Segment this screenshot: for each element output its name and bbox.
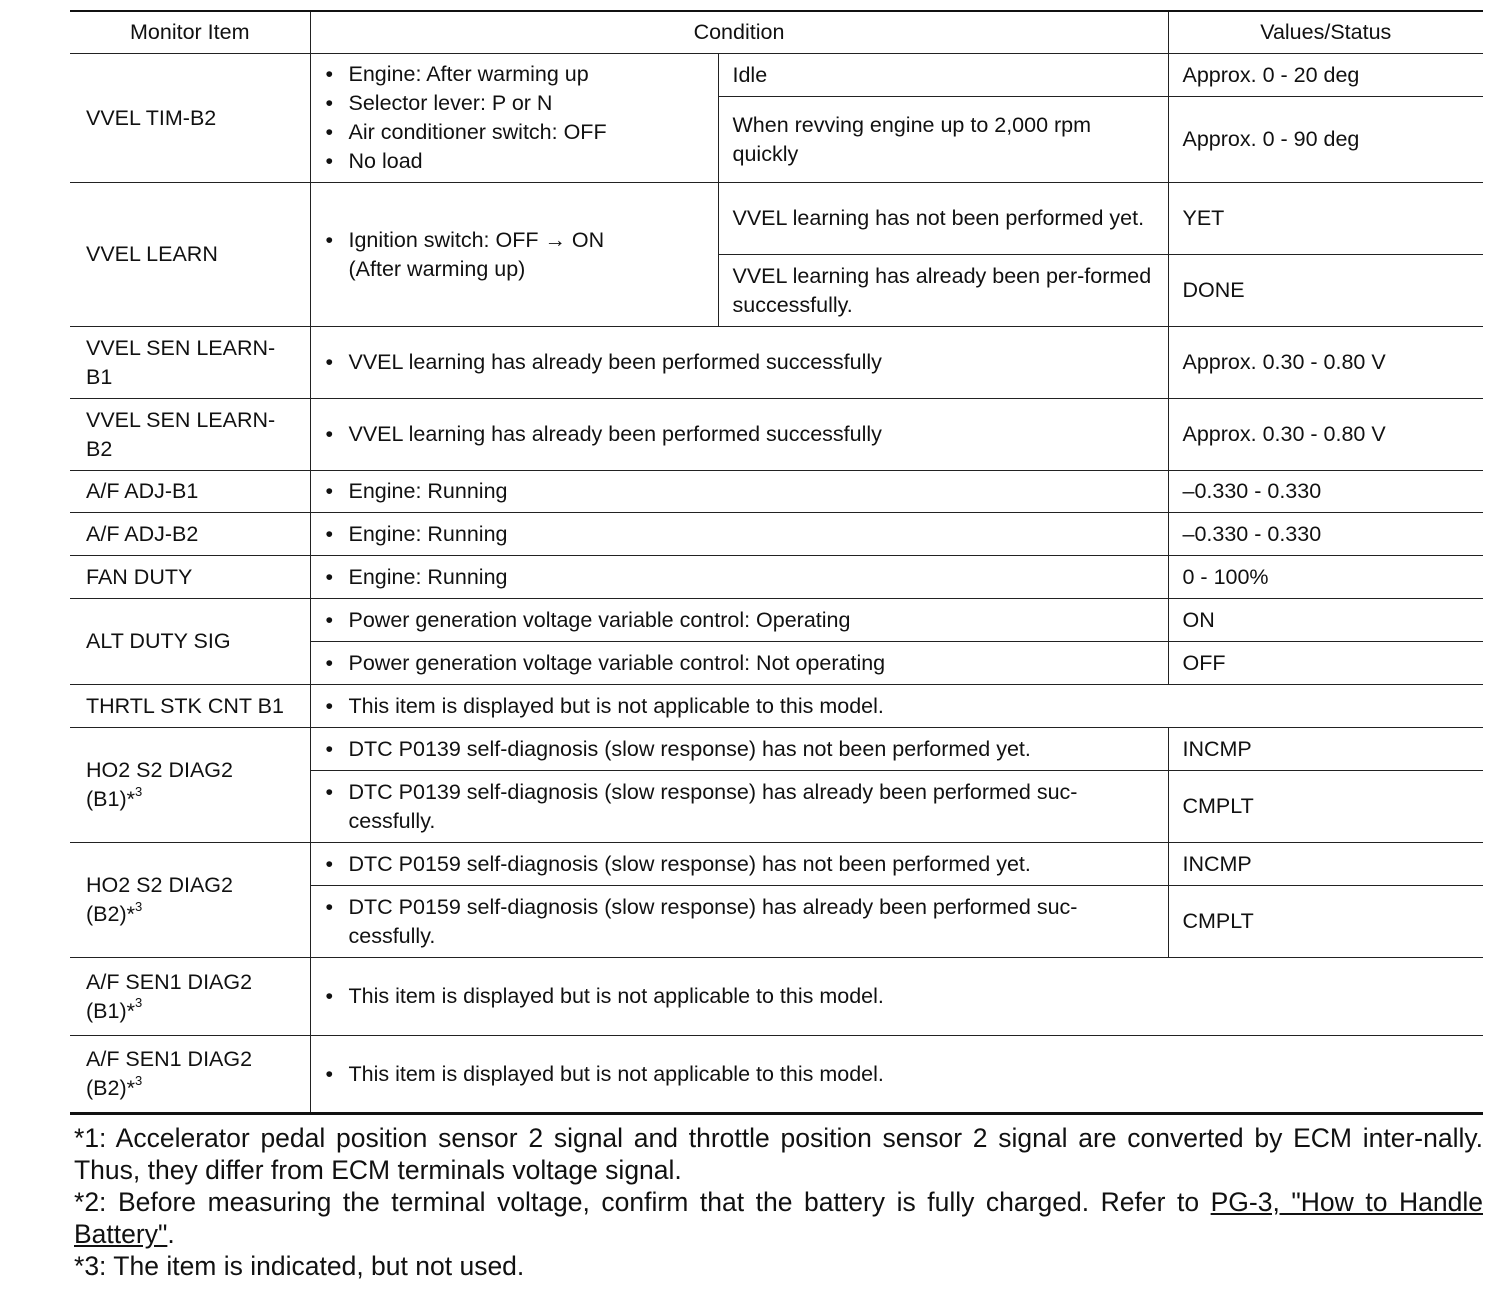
monitor-item-cell: A/F ADJ-B1 — [70, 471, 310, 513]
monitor-item-cell: VVEL SEN LEARN-B1 — [70, 327, 310, 399]
condition-cell — [310, 327, 1168, 399]
condition-cell — [310, 958, 1483, 1036]
condition-cell — [310, 642, 1168, 685]
table-row — [70, 399, 1483, 471]
monitor-item-line: HO2 S2 DIAG2 — [86, 758, 233, 782]
document-page — [70, 10, 1483, 1282]
monitor-item-cell: A/F ADJ-B2 — [70, 513, 310, 556]
sub-condition-cell: VVEL learning has already been per-formed successfully. — [718, 255, 1168, 327]
footnotes — [70, 1122, 1483, 1282]
condition-item: • VVEL learning has already been performed successfully — [325, 348, 1154, 377]
condition-cell — [310, 513, 1168, 556]
table-row — [70, 471, 1483, 513]
footnote-2 — [74, 1186, 1483, 1250]
condition-item: • Power generation voltage variable control: Operating — [325, 606, 1154, 635]
monitor-item-line: (B1)* — [86, 998, 135, 1023]
condition-list — [325, 226, 704, 284]
monitor-item-line: (B1)* — [86, 787, 135, 811]
condition-item: • Power generation voltage variable control: Not operating — [325, 649, 1154, 678]
table-row — [70, 327, 1483, 399]
condition-cell — [310, 471, 1168, 513]
table-row — [70, 685, 1483, 728]
monitor-item-cell: VVEL LEARN — [70, 183, 310, 327]
condition-item: • This item is displayed but is not applicable to this model. — [325, 692, 1470, 721]
value-cell: OFF — [1168, 642, 1483, 685]
condition-item — [325, 226, 704, 284]
value-cell: –0.330 - 0.330 — [1168, 513, 1483, 556]
condition-cell — [310, 843, 1168, 886]
monitor-item-cell: VVEL TIM-B2 — [70, 54, 310, 183]
monitor-item-line: A/F SEN1 DIAG2 — [86, 969, 253, 994]
monitor-item-cell: FAN DUTY — [70, 556, 310, 599]
header-values-status: Values/Status — [1168, 11, 1483, 54]
condition-item: • Selector lever: P or N — [325, 89, 704, 118]
condition-item: • VVEL learning has already been performed successfully — [325, 420, 1154, 449]
value-cell: ON — [1168, 599, 1483, 642]
monitor-item-line: HO2 S2 DIAG2 — [86, 873, 233, 897]
condition-list — [325, 60, 704, 176]
header-condition: Condition — [310, 11, 1168, 54]
footnote-ref: 3 — [134, 898, 143, 914]
condition-item: • Engine: Running — [325, 563, 1154, 592]
pg3-battery-link[interactable]: PG-3, "How to Handle Battery" — [74, 1187, 1483, 1249]
table-row — [70, 556, 1483, 599]
condition-line: Ignition switch: OFF → ON — [348, 227, 605, 252]
table-row — [70, 1036, 1483, 1114]
value-cell: CMPLT — [1168, 886, 1483, 958]
value-cell: Approx. 0.30 - 0.80 V — [1168, 327, 1483, 399]
condition-item: • No load — [325, 147, 704, 176]
monitor-item-cell — [70, 958, 310, 1036]
condition-cell — [310, 685, 1483, 728]
condition-cell — [310, 771, 1168, 843]
condition-item: • DTC P0159 self-diagnosis (slow response) has already been performed suc-cessfully. — [325, 893, 1154, 951]
table-row — [70, 843, 1483, 886]
table-row — [70, 183, 1483, 255]
condition-line: (After warming up) — [348, 256, 526, 281]
monitor-item-cell — [70, 1036, 310, 1114]
footnote-1: *1: Accelerator pedal position sensor 2 signal and throttle position sensor 2 signal are converted by ECM inter-nally. Thus, they differ from ECM terminals voltage signal. — [74, 1123, 1483, 1185]
footnote-ref: 3 — [134, 783, 143, 799]
footnote-ref: 3 — [134, 1072, 143, 1088]
condition-cell — [310, 183, 718, 327]
condition-cell — [310, 728, 1168, 771]
monitor-item-cell — [70, 728, 310, 843]
condition-item: • Air conditioner switch: OFF — [325, 118, 704, 147]
value-cell: DONE — [1168, 255, 1483, 327]
condition-cell — [310, 54, 718, 183]
value-cell: –0.330 - 0.330 — [1168, 471, 1483, 513]
value-cell: INCMP — [1168, 728, 1483, 771]
table-row — [70, 728, 1483, 771]
value-cell: CMPLT — [1168, 771, 1483, 843]
condition-cell — [310, 886, 1168, 958]
monitor-item-line: (B2)* — [86, 1076, 135, 1100]
condition-item: • Engine: Running — [325, 477, 1154, 506]
value-cell: YET — [1168, 183, 1483, 255]
value-cell: Approx. 0 - 20 deg — [1168, 54, 1483, 97]
condition-item: • DTC P0139 self-diagnosis (slow response) has already been performed suc-cessfully. — [325, 778, 1154, 836]
header-monitor-item: Monitor Item — [70, 11, 310, 54]
condition-item: • DTC P0159 self-diagnosis (slow response) has not been performed yet. — [325, 850, 1154, 879]
sub-condition-cell: VVEL learning has not been performed yet. — [718, 183, 1168, 255]
sub-condition-cell: When revving engine up to 2,000 rpm quickly — [718, 97, 1168, 183]
value-cell: 0 - 100% — [1168, 556, 1483, 599]
monitor-item-cell: THRTL STK CNT B1 — [70, 685, 310, 728]
table-row — [70, 599, 1483, 642]
monitor-item-cell: ALT DUTY SIG — [70, 599, 310, 685]
footnote-2-text: *2: Before measuring the terminal voltage, confirm that the battery is fully charged. Refer to — [74, 1187, 1211, 1217]
footnote-2-end: . — [167, 1219, 175, 1249]
table-row — [70, 958, 1483, 1036]
monitor-item-table — [70, 10, 1483, 1115]
condition-cell — [310, 599, 1168, 642]
condition-cell — [310, 399, 1168, 471]
condition-item: • This item is displayed but is not applicable to this model. — [325, 1060, 1470, 1089]
condition-cell — [310, 1036, 1483, 1114]
value-cell: INCMP — [1168, 843, 1483, 886]
monitor-item-line: A/F SEN1 DIAG2 — [86, 1047, 253, 1071]
value-cell: Approx. 0.30 - 0.80 V — [1168, 399, 1483, 471]
value-cell: Approx. 0 - 90 deg — [1168, 97, 1483, 183]
table-row — [70, 54, 1483, 97]
condition-item: • Engine: Running — [325, 520, 1154, 549]
table-header-row — [70, 11, 1483, 54]
footnote-ref: 3 — [134, 995, 143, 1011]
condition-item: • DTC P0139 self-diagnosis (slow response) has not been performed yet. — [325, 735, 1154, 764]
condition-cell — [310, 556, 1168, 599]
monitor-item-line: (B2)* — [86, 902, 135, 926]
monitor-item-cell — [70, 843, 310, 958]
condition-item: • This item is displayed but is not applicable to this model. — [325, 982, 1470, 1011]
sub-condition-cell: Idle — [718, 54, 1168, 97]
table-row — [70, 513, 1483, 556]
footnote-3: *3: The item is indicated, but not used. — [74, 1251, 525, 1281]
condition-item: • Engine: After warming up — [325, 60, 704, 89]
monitor-item-cell: VVEL SEN LEARN-B2 — [70, 399, 310, 471]
